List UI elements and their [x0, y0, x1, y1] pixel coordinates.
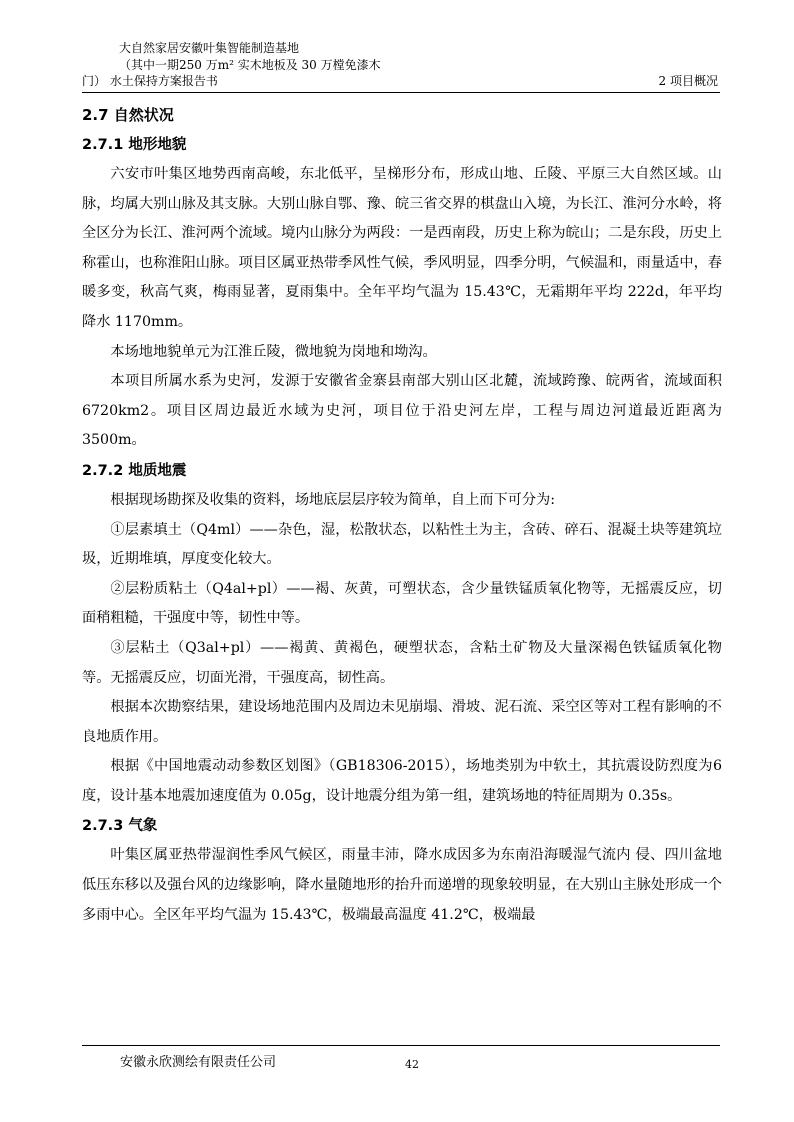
paragraph: ②层粉质粘土（Q4al+pl）——褐、灰黄，可塑状态，含少量铁锰质氧化物等，无摇震反应，切面稍粗糙，干强度中等，韧性中等。	[82, 580, 722, 627]
header-chapter: 2 项目概况	[658, 74, 718, 88]
page-header	[82, 40, 718, 90]
subsection-heading-climate: 2.7.3 气象	[82, 818, 158, 835]
paragraph: 根据《中国地震动动参数区划图》（GB18306-2015），场地类别为中软土，其抗震设防烈度为6度，设计基本地震加速度值为 0.05g，设计地震分组为第一组，建筑场地的特征周期为 0.35s。	[82, 758, 722, 804]
paragraph: 根据本次勘察结果，建设场地范围内及周边未见崩塌、滑坡、泥石流、采空区等对工程有影响的不良地质作用。	[82, 699, 722, 745]
paragraph: ③层粘土（Q3al+pl）——褐黄、黄褐色，硬塑状态，含粘土矿物及大量深褐色铁锰质氧化物等。无摇震反应，切面光滑，干强度高，韧性高。	[82, 639, 722, 686]
header-title-line3: 门） 水土保持方案报告书	[82, 74, 218, 88]
header-rule	[82, 92, 720, 93]
subsection-heading-geology: 2.7.2 地质地震	[82, 462, 187, 479]
document-body	[82, 100, 722, 930]
section-heading: 2.7 自然状况	[82, 106, 174, 124]
paragraph: 本场地地貌单元为江淮丘陵，微地貌为岗地和坳沟。	[110, 343, 437, 360]
paragraph: 叶集区属亚热带湿润性季风气候区，雨量丰沛，降水成因多为东南沿海暖湿气流内 侵、四川盆地低压东移以及强台风的边缘影响，降水量随地形的抬升而递增的现象较明显，在大别山主脉处形成一个多雨中心。全区年平均气温为 15.43℃，极端最高温度 41.2℃，极端最	[82, 847, 722, 923]
paragraph: 根据现场勘探及收集的资料，场地底层层序较为简单，自上而下可分为:	[110, 491, 555, 508]
header-title-line2: （其中一期250 万m² 实木地板及 30 万樘免漆木	[119, 57, 381, 72]
paragraph: 本项目所属水系为史河，发源于安徽省金寨县南部大别山区北麓，流域跨豫、皖两省，流域面积 6720km2。项目区周边最近水域为史河，项目位于沿史河左岸，工程与周边河道最近距离为 3500m。	[82, 373, 722, 449]
paragraph: 六安市叶集区地势西南高峻，东北低平，呈梯形分布，形成山地、丘陵、平原三大自然区域。山脉，均属大别山脉及其支脉。大别山脉自鄂、豫、皖三省交界的棋盘山入境，为长江、淮河分水岭，将全区分为长江、淮河两个流域。境内山脉分为两段：一是西南段，历史上称为皖山；二是东段，历史上称霍山，也称淮阳山脉。项目区属亚热带季风性气候，季风明显，四季分明，气候温和，雨量适中，春暖多变，秋高气爽，梅雨显著，夏雨集中。全年平均气温为 15.43℃，无霜期年平均 222d，年平均降水 1170mm。	[82, 166, 722, 330]
header-title-line1: 大自然家居安徽叶集智能制造基地	[119, 41, 300, 55]
page-number: 42	[405, 1058, 419, 1071]
subsection-heading-terrain: 2.7.1 地形地貌	[82, 137, 187, 153]
footer-company: 安徽永欣测绘有限责任公司	[120, 1055, 277, 1070]
paragraph: ①层素填土（Q4ml）——杂色，湿，松散状态，以粘性土为主，含砖、碎石、混凝土块等建筑垃圾，近期堆填，厚度变化较大。	[82, 521, 722, 568]
footer-rule	[82, 1045, 720, 1046]
